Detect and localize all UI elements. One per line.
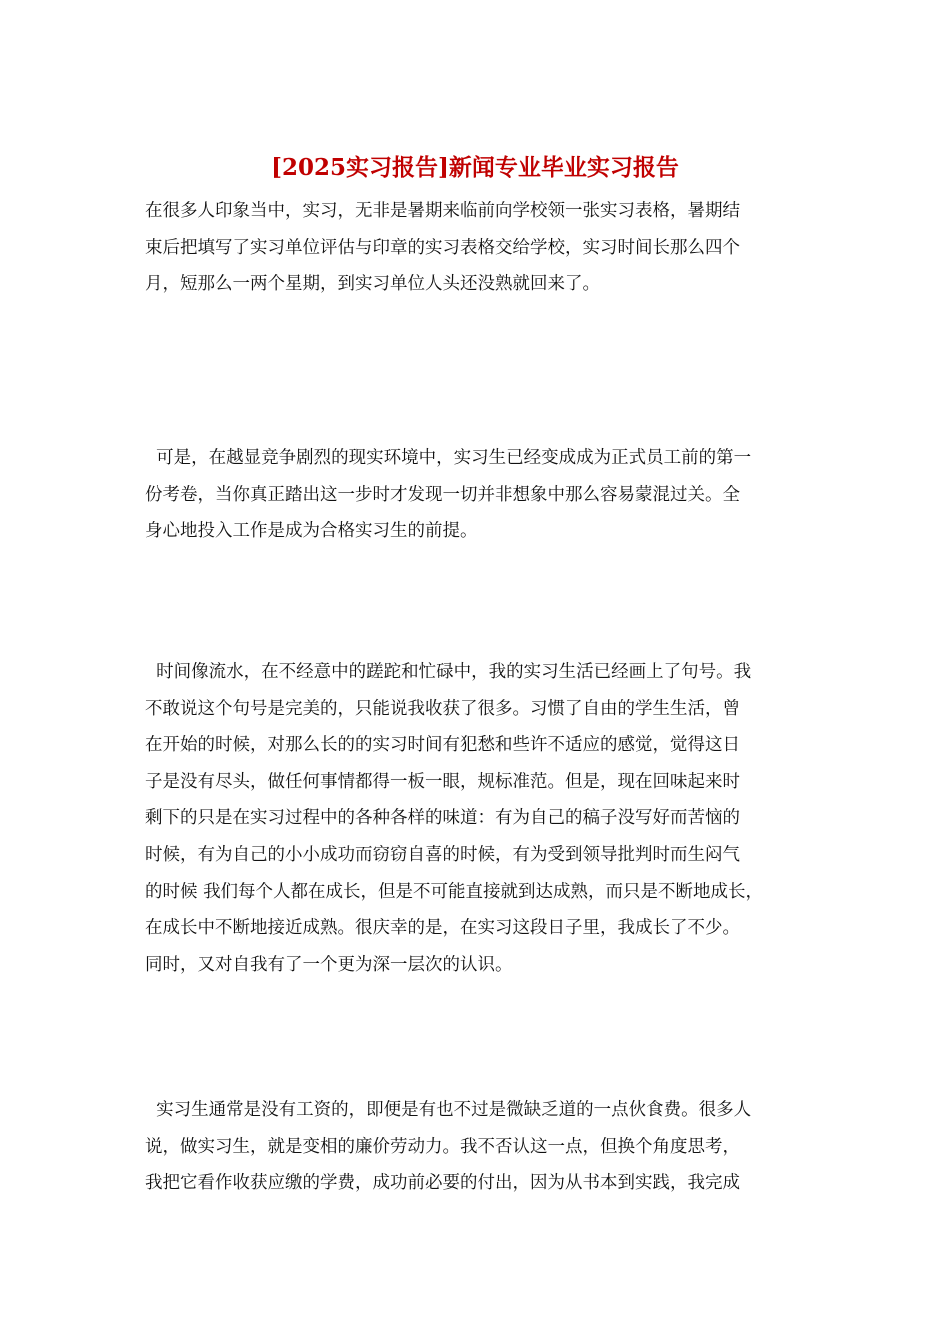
text-line: 我把它看作收获应缴的学费，成功前必要的付出，因为从书本到实践，我完成 [145,1173,740,1194]
paragraph-3 [145,654,825,983]
paragraph-4 [145,1092,825,1202]
text-line: 束后把填写了实习单位评估与印章的实习表格交给学校，实习时间长那么四个 [145,237,740,258]
text-line: 在很多人印象当中，实习，无非是暑期来临前向学校领一张实习表格，暑期结 [145,201,740,221]
text-line: 在成长中不断地接近成熟。很庆幸的是，在实习这段日子里，我成长了不少。 [145,918,740,939]
text-line: 份考卷，当你真正踏出这一步时才发现一切并非想象中那么容易蒙混过关。全 [145,484,740,505]
text-line: 子是没有尽头，做任何事情都得一板一眼，规标准范。但是，现在回味起来时 [145,771,740,792]
text-line: 的时候 我们每个人都在成长，但是不可能直接就到达成熟，而只是不断地成长， [145,881,764,902]
text-line: 身心地投入工作是成为合格实习生的前提。 [145,521,478,542]
paragraph-2 [145,440,825,550]
text-line: 不敢说这个句号是完美的，只能说我收获了很多。习惯了自由的学生生活，曾 [145,698,740,719]
text-line: 实习生通常是没有工资的，即便是有也不过是微缺乏道的一点伙食费。很多人 [145,1100,752,1120]
text-line: 剩下的只是在实习过程中的各种各样的味道：有为自己的稿子没写好而苦恼的 [145,808,740,829]
text-line: 在开始的时候，对那么长的的实习时间有犯愁和些许不适应的感觉，觉得这日 [145,735,740,756]
text-line: 同时，又对自我有了一个更为深一层次的认识。 [145,954,513,975]
text-line: 时候，有为自己的小小成功而窃窃自喜的时候，有为受到领导批判时而生闷气 [145,844,740,865]
text-line: 时间像流水，在不经意中的蹉跎和忙碌中，我的实习生活已经画上了句号。我 [145,662,752,682]
text-line: 可是，在越显竞争剧烈的现实环境中，实习生已经变成成为正式员工前的第一 [145,448,752,468]
text-line: 月，短那么一两个星期，到实习单位人头还没熟就回来了。 [145,274,600,295]
document-title: [2025实习报告]新闻专业毕业实习报告 [271,154,679,181]
text-line: 说，做实习生，就是变相的廉价劳动力。我不否认这一点，但换个角度思考， [145,1136,740,1157]
paragraph-1 [145,193,825,303]
